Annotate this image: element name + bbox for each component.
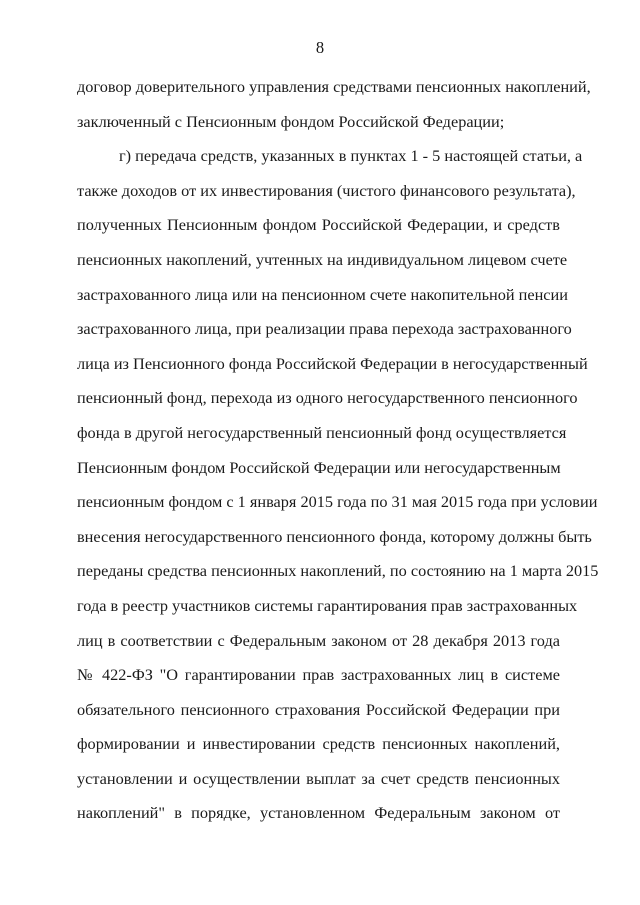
text-line: полученных Пенсионным фондом Российской Федерации, и средств bbox=[77, 215, 560, 235]
text-line: накоплений" в порядке, установленном Федеральным законом от bbox=[77, 803, 560, 823]
text-line: № 422-ФЗ "О гарантировании прав застрахованных лиц в системе bbox=[77, 665, 560, 685]
page-number: 8 bbox=[315, 38, 325, 57]
text-line: обязательного пенсионного страхования Российской Федерации при bbox=[77, 699, 560, 719]
text-line: лица из Пенсионного фонда Российской Федерации в негосударственный bbox=[77, 353, 588, 373]
text-line: также доходов от их инвестирования (чистого финансового результата), bbox=[77, 180, 576, 200]
text-line: пенсионных накоплений, учтенных на индивидуальном лицевом счете bbox=[77, 249, 568, 269]
text-line: года в реестр участников системы гарантирования прав застрахованных bbox=[77, 595, 578, 615]
text-line: договор доверительного управления средствами пенсионных накоплений, bbox=[77, 77, 591, 96]
text-line: г) передача средств, указанных в пунктах 1 - 5 настоящей статьи, а bbox=[119, 146, 583, 166]
text-line: Пенсионным фондом Российской Федерации или негосударственным bbox=[77, 457, 561, 477]
text-line: пенсионный фонд, перехода из одного негосударственного пенсионного bbox=[77, 388, 578, 408]
text-line: переданы средства пенсионных накоплений, по состоянию на 1 марта 2015 bbox=[77, 561, 599, 581]
text-line: внесения негосударственного пенсионного фонда, которому должны быть bbox=[77, 526, 592, 546]
text-line: установлении и осуществлении выплат за счет средств пенсионных bbox=[77, 768, 560, 788]
text-line: пенсионным фондом с 1 января 2015 года по 31 мая 2015 года при условии bbox=[77, 492, 598, 512]
text-line: заключенный с Пенсионным фондом Российской Федерации; bbox=[77, 111, 505, 131]
body-text bbox=[77, 75, 599, 836]
text-line: лиц в соответствии с Федеральным законом от 28 декабря 2013 года bbox=[77, 630, 560, 650]
text-line: формировании и инвестировании средств пенсионных накоплений, bbox=[77, 734, 560, 754]
text-line: застрахованного лица, при реализации права перехода застрахованного bbox=[77, 319, 572, 339]
text-line: фонда в другой негосударственный пенсионный фонд осуществляется bbox=[77, 422, 567, 442]
text-line: застрахованного лица или на пенсионном счете накопительной пенсии bbox=[77, 284, 568, 304]
